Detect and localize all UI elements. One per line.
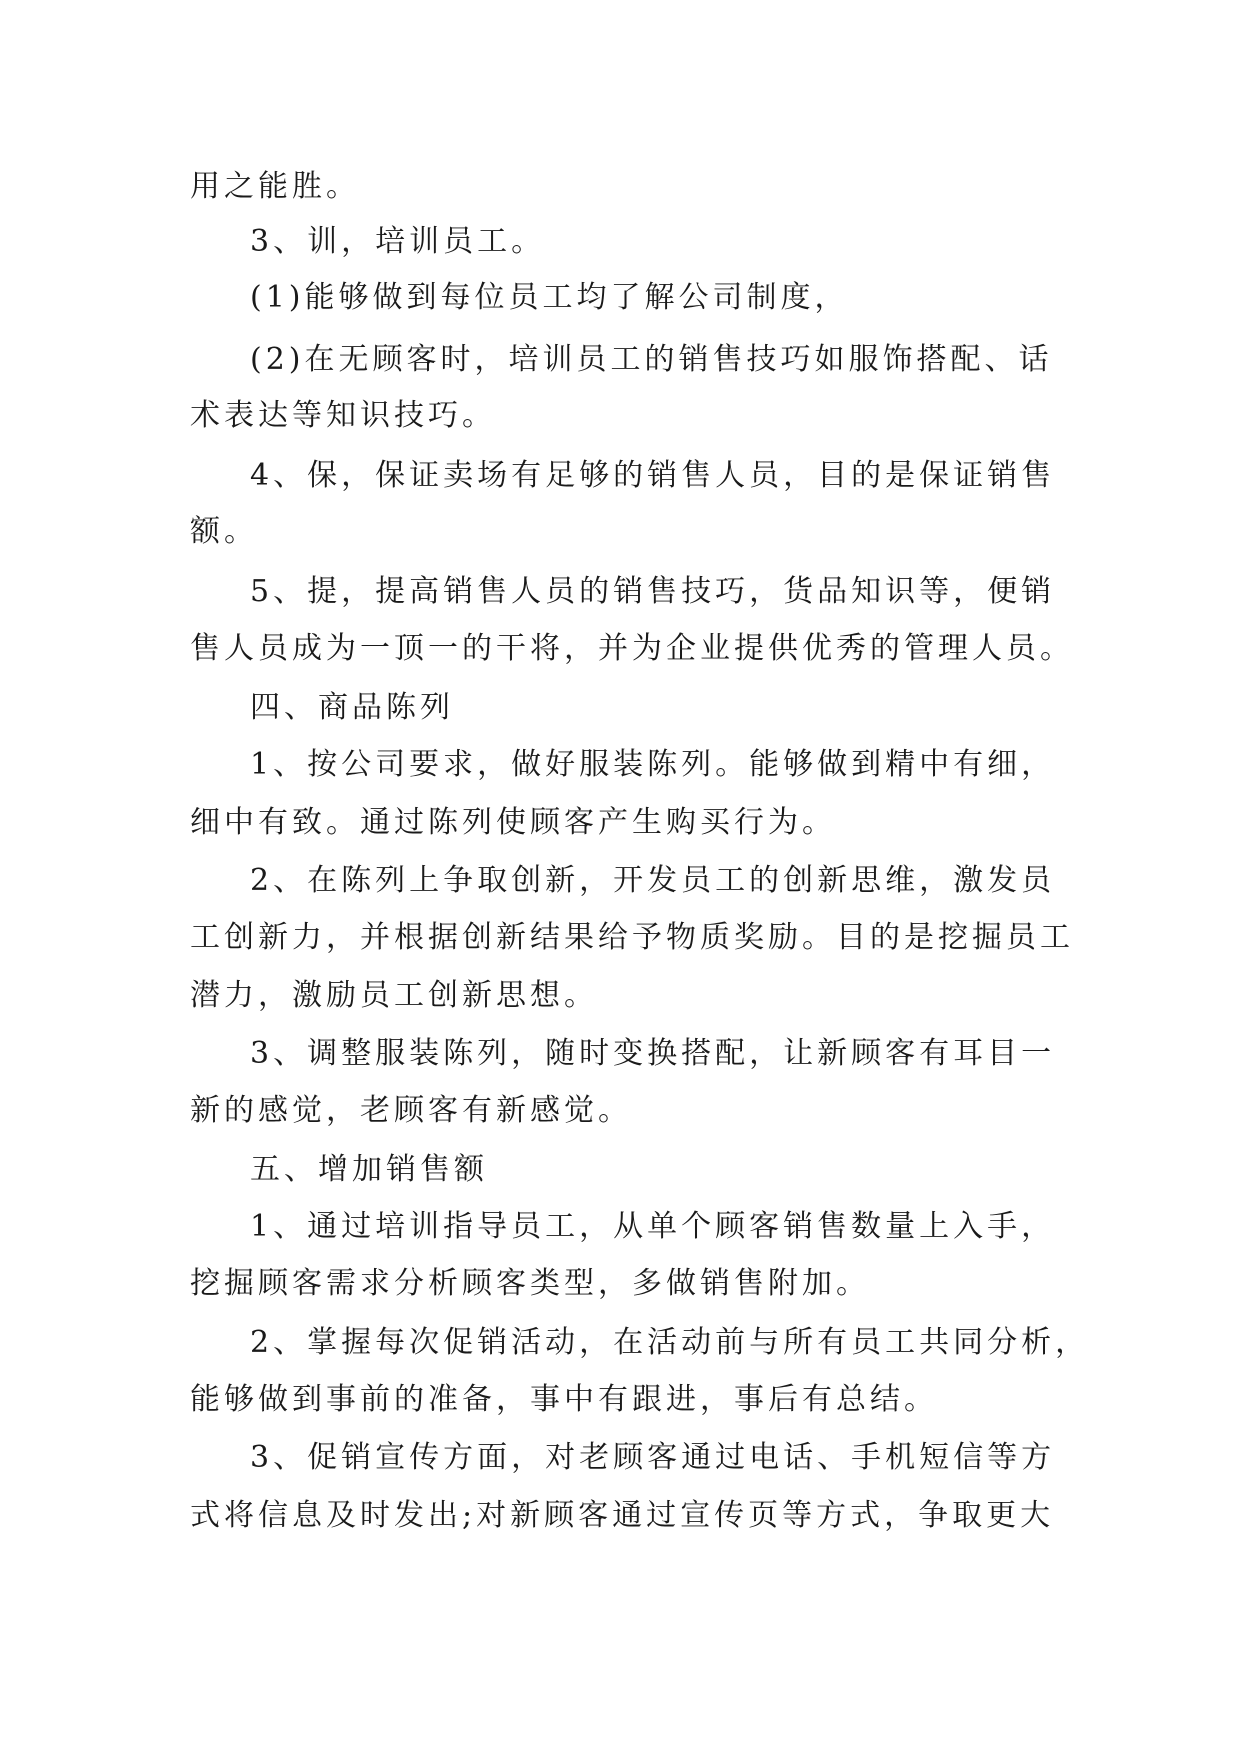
body-line: 5、提，提高销售人员的销售技巧，货品知识等，便销 <box>250 574 1056 609</box>
body-line: 1、通过培训指导员工，从单个顾客销售数量上入手， <box>250 1209 1056 1244</box>
body-line: 潜力，激励员工创新思想。 <box>190 978 598 1013</box>
body-line: 售人员成为一顶一的干将，并为企业提供优秀的管理人员。 <box>190 631 1074 666</box>
body-line: 2、在陈列上争取创新，开发员工的创新思维，激发员 <box>250 863 1056 898</box>
body-line: 用之能胜。 <box>190 169 360 204</box>
body-line: 3、调整服装陈列，随时变换搭配，让新顾客有耳目一 <box>250 1036 1056 1071</box>
body-line: 2、掌握每次促销活动，在活动前与所有员工共同分析， <box>250 1325 1090 1360</box>
body-line: 挖掘顾客需求分析顾客类型，多做销售附加。 <box>190 1266 870 1301</box>
body-line: 新的感觉，老顾客有新感觉。 <box>190 1093 632 1128</box>
body-line: 3、促销宣传方面，对老顾客通过电话、手机短信等方 <box>250 1440 1056 1475</box>
body-line: (1)能够做到每位员工均了解公司制度， <box>250 280 849 315</box>
section-heading: 五、增加销售额 <box>250 1152 488 1187</box>
section-heading: 四、商品陈列 <box>250 690 454 725</box>
body-line: 3、训，培训员工。 <box>250 224 546 259</box>
body-line: 能够做到事前的准备，事中有跟进，事后有总结。 <box>190 1382 938 1417</box>
body-line: 式将信息及时发出;对新顾客通过宣传页等方式，争取更大 <box>190 1498 1055 1533</box>
body-line: 额。 <box>190 514 258 549</box>
body-line: (2)在无顾客时，培训员工的销售技巧如服饰搭配、话 <box>250 342 1053 377</box>
body-line: 4、保，保证卖场有足够的销售人员，目的是保证销售 <box>250 458 1056 493</box>
body-line: 1、按公司要求，做好服装陈列。能够做到精中有细， <box>250 747 1056 782</box>
body-line: 细中有致。通过陈列使顾客产生购买行为。 <box>190 805 836 840</box>
body-line: 术表达等知识技巧。 <box>190 398 496 433</box>
body-line: 工创新力，并根据创新结果给予物质奖励。目的是挖掘员工 <box>190 920 1074 955</box>
